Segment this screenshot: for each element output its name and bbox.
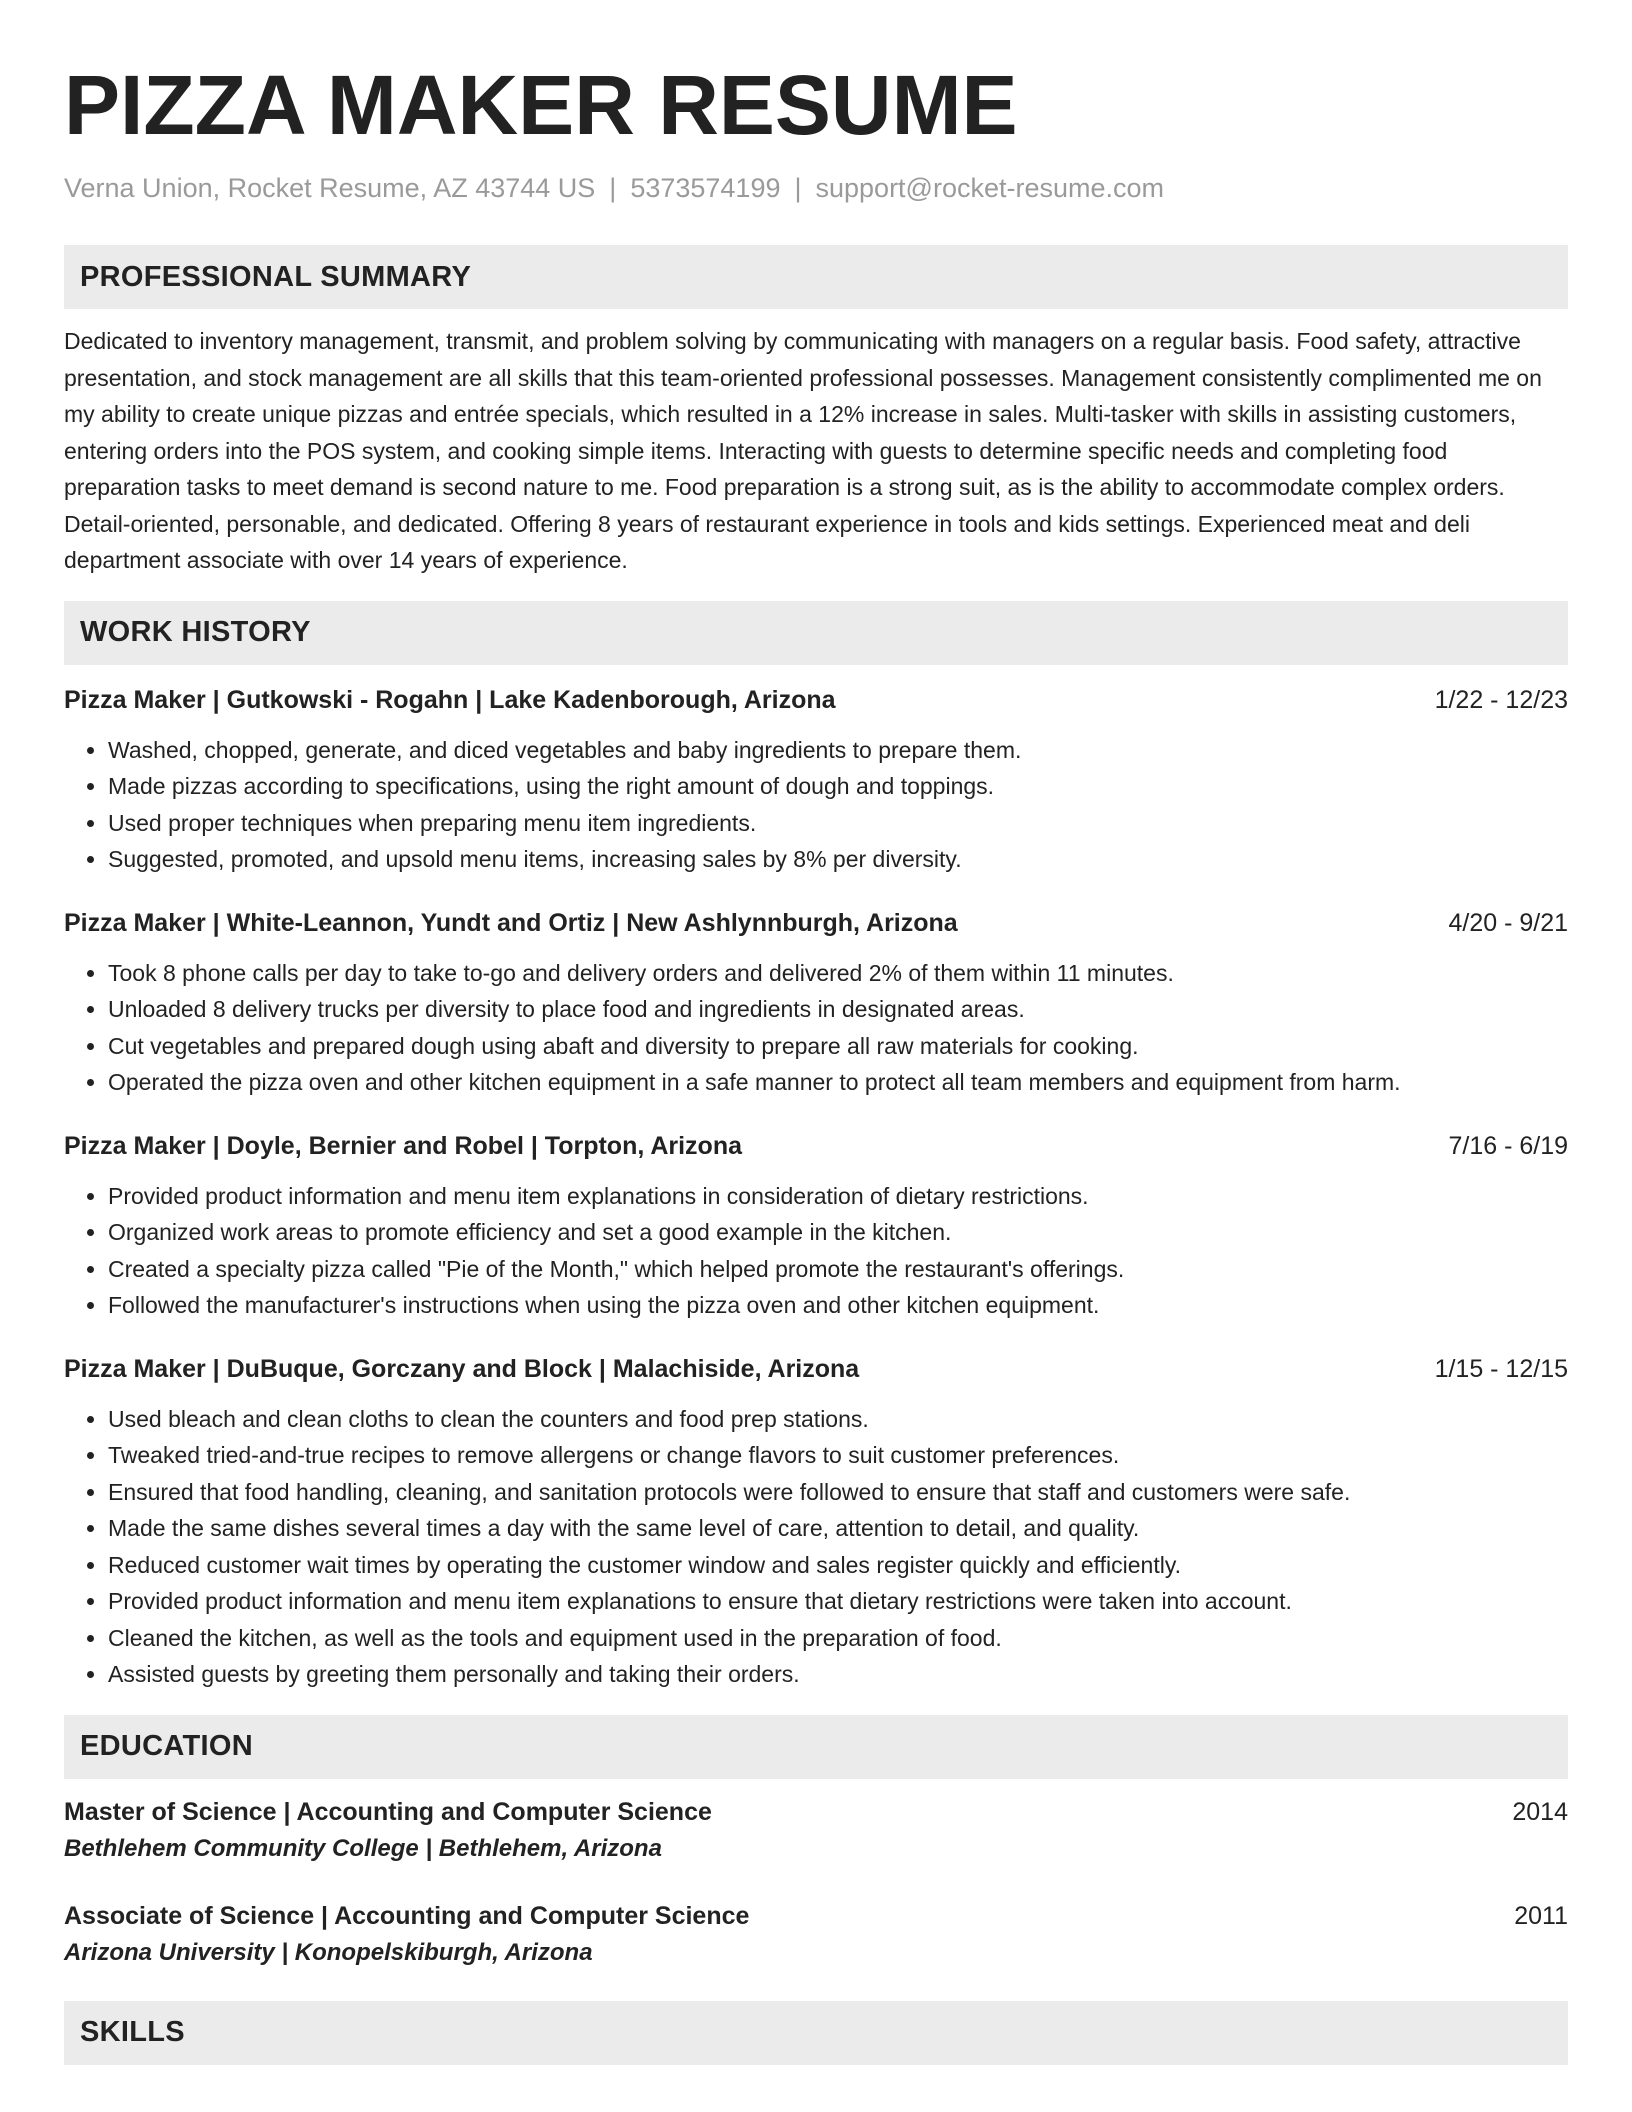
contact-separator: |	[609, 173, 617, 203]
section-header-summary: PROFESSIONAL SUMMARY	[64, 245, 1568, 309]
job-bullet: • Provided product information and menu item explanations in consideration of dietary restrictions.	[108, 1178, 1568, 1215]
job-bullet: • Unloaded 8 delivery trucks per diversity to place food and ingredients in designated areas.	[108, 991, 1568, 1028]
job-title: Pizza Maker | Gutkowski - Rogahn | Lake Kadenborough, Arizona	[64, 685, 836, 714]
job-bullet: • Cut vegetables and prepared dough using abaft and diversity to prepare all raw materials for cooking.	[108, 1028, 1568, 1065]
resume-page	[64, 0, 1568, 2065]
contact-address: Verna Union, Rocket Resume, AZ 43744 US	[64, 173, 596, 203]
job-entry	[64, 683, 1568, 878]
education-entry	[64, 1899, 1568, 1971]
job-title: Pizza Maker | Doyle, Bernier and Robel | Torpton, Arizona	[64, 1131, 742, 1160]
job-dates: 7/16 - 6/19	[1448, 1131, 1568, 1160]
job-bullets	[64, 732, 1568, 878]
education-year: 2011	[1514, 1901, 1568, 1930]
job-dates: 1/15 - 12/15	[1434, 1354, 1568, 1383]
job-bullet: • Used bleach and clean cloths to clean the counters and food prep stations.	[108, 1401, 1568, 1438]
job-bullets	[64, 955, 1568, 1101]
job-entry	[64, 1352, 1568, 1693]
job-bullet: • Tweaked tried-and-true recipes to remove allergens or change flavors to suit customer preferences.	[108, 1437, 1568, 1474]
contact-phone: 5373574199	[630, 173, 781, 203]
section-header-work-history: WORK HISTORY	[64, 601, 1568, 665]
education-degree: Master of Science | Accounting and Computer Science	[64, 1797, 712, 1826]
job-bullet: • Provided product information and menu item explanations to ensure that dietary restrictions were taken into account.	[108, 1583, 1568, 1620]
job-bullets	[64, 1401, 1568, 1693]
education-year: 2014	[1512, 1797, 1568, 1826]
job-bullet: • Cleaned the kitchen, as well as the tools and equipment used in the preparation of food.	[108, 1620, 1568, 1657]
education-school: Arizona University | Konopelskiburgh, Arizona	[64, 1938, 593, 1966]
section-header-skills: SKILLS	[64, 2001, 1568, 2065]
job-dates: 1/22 - 12/23	[1434, 685, 1568, 714]
contact-line	[64, 171, 1568, 205]
job-bullet: • Suggested, promoted, and upsold menu items, increasing sales by 8% per diversity.	[108, 841, 1568, 878]
job-bullet: • Assisted guests by greeting them personally and taking their orders.	[108, 1656, 1568, 1693]
job-bullet: • Organized work areas to promote efficiency and set a good example in the kitchen.	[108, 1214, 1568, 1251]
contact-separator: |	[794, 173, 802, 203]
education-degree: Associate of Science | Accounting and Computer Science	[64, 1901, 750, 1930]
job-bullet: • Operated the pizza oven and other kitchen equipment in a safe manner to protect all team members and equipment from harm.	[108, 1064, 1568, 1101]
job-bullet: • Washed, chopped, generate, and diced vegetables and baby ingredients to prepare them.	[108, 732, 1568, 769]
job-title: Pizza Maker | White-Leannon, Yundt and Ortiz | New Ashlynnburgh, Arizona	[64, 908, 958, 937]
job-bullet: • Made the same dishes several times a day with the same level of care, attention to detail, and quality.	[108, 1510, 1568, 1547]
job-bullet: • Took 8 phone calls per day to take to-go and delivery orders and delivered 2% of them within 11 minutes.	[108, 955, 1568, 992]
job-bullet: • Created a specialty pizza called "Pie of the Month," which helped promote the restaurant's offerings.	[108, 1251, 1568, 1288]
education-school: Bethlehem Community College | Bethlehem, Arizona	[64, 1834, 662, 1862]
job-bullet: • Made pizzas according to specifications, using the right amount of dough and toppings.	[108, 768, 1568, 805]
job-entry	[64, 1129, 1568, 1324]
job-bullet: • Ensured that food handling, cleaning, and sanitation protocols were followed to ensure that staff and customers were safe.	[108, 1474, 1568, 1511]
section-header-education: EDUCATION	[64, 1715, 1568, 1779]
job-bullets	[64, 1178, 1568, 1324]
summary-text: Dedicated to inventory management, transmit, and problem solving by communicating with managers on a regular basis. Food safety, attractive presentation, and stock management are all skills that this team-oriented professional possesses. Management consistently complimented me on my ability to create unique pizzas and entrée specials, which resulted in a 12% increase in sales. Multi-tasker with skills in assisting customers, entering orders into the POS system, and cooking simple items. Interacting with guests to determine specific needs and completing food preparation tasks to meet demand is second nature to me. Food preparation is a strong suit, as is the ability to accommodate complex orders. Detail-oriented, personable, and dedicated. Offering 8 years of restaurant experience in tools and kids settings. Experienced meat and deli department associate with over 14 years of experience.	[64, 328, 1542, 573]
job-entry	[64, 906, 1568, 1101]
job-dates: 4/20 - 9/21	[1448, 908, 1568, 937]
resume-title: PIZZA MAKER RESUME	[64, 58, 1018, 152]
education-entry	[64, 1795, 1568, 1867]
job-bullet: • Reduced customer wait times by operating the customer window and sales register quickly and efficiently.	[108, 1547, 1568, 1584]
job-bullet: • Used proper techniques when preparing menu item ingredients.	[108, 805, 1568, 842]
contact-email: support@rocket-resume.com	[815, 173, 1165, 203]
job-title: Pizza Maker | DuBuque, Gorczany and Block | Malachiside, Arizona	[64, 1354, 860, 1383]
job-bullet: • Followed the manufacturer's instructions when using the pizza oven and other kitchen equipment.	[108, 1287, 1568, 1324]
